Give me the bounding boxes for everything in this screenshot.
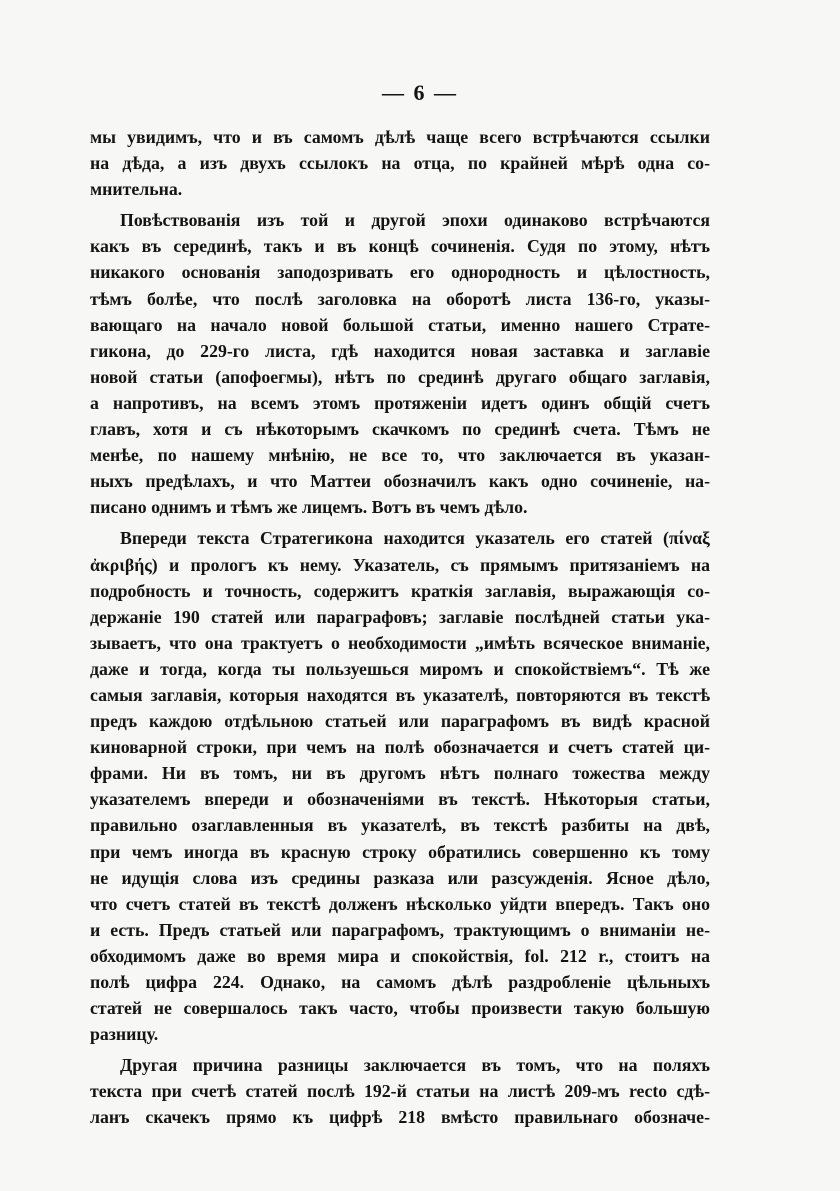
text-line: зываетъ, что она трактуетъ о необходимости „имѣть всяческое вниманіе,	[90, 632, 710, 653]
text-line: Впереди текста Стратегикона находится указатель его статей (πίναξ	[120, 528, 710, 549]
text-line: писано однимъ и тѣмъ же лицемъ. Вотъ въ чемъ дѣло.	[90, 497, 528, 518]
text-line: обходимомъ даже во время мира и спокойствія, fol. 212 r., стоитъ на	[90, 945, 710, 966]
paragraph	[90, 124, 710, 202]
text-line: Другая причина разницы заключается въ томъ, что на поляхъ	[120, 1055, 710, 1076]
text-line: предъ каждою отдѣльною статьей или параграфомъ въ видѣ красной	[90, 711, 710, 732]
text-line: указателемъ впереди и обозначеніями въ текстѣ. Нѣкоторыя статьи,	[90, 789, 710, 810]
text-line: тѣмъ болѣе, что послѣ заголовка на оборотѣ листа 136-го, указы-	[90, 288, 710, 309]
text-line: самыя заглавія, которыя находятся въ указателѣ, повторяются въ текстѣ	[90, 684, 710, 705]
text-line: киноварной строки, при чемъ на полѣ обозначается и счетъ статей ци-	[90, 737, 710, 758]
paragraph	[90, 207, 710, 520]
text-line: держаніе 190 статей или параграфовъ; заглавіе послѣдней статьи ука-	[90, 606, 710, 627]
text-line: текста при счетѣ статей послѣ 192-й статьи на листѣ 209-мъ recto сдѣ-	[90, 1081, 710, 1102]
text-line: мнительна.	[90, 179, 183, 200]
text-line: и есть. Предъ статьей или параграфомъ, трактующимъ о вниманіи не-	[90, 919, 710, 940]
text-line: даже и тогда, когда ты пользуешься миромъ и спокойствіемъ“. Тѣ же	[90, 658, 710, 679]
text-line: при чемъ иногда въ красную строку обратились совершенно къ тому	[90, 841, 710, 862]
page-number: — 6 —	[382, 80, 458, 105]
text-line: подробность и точность, содержитъ краткія заглавія, выражающія со-	[90, 580, 710, 601]
text-line: фрами. Ни въ томъ, ни въ другомъ нѣтъ полнаго тожества между	[90, 763, 710, 784]
text-line: статей не совершалось такъ часто, чтобы произвести такую большую	[90, 998, 710, 1019]
body-text	[90, 124, 710, 1131]
text-line: главъ, хотя и съ нѣкоторымъ скачкомъ по срединѣ счета. Тѣмъ не	[90, 419, 710, 440]
text-line: Повѣствованія изъ той и другой эпохи одинаково встрѣчаются	[120, 210, 710, 231]
text-line: никакого основанія заподозривать его однородность и цѣлостность,	[90, 262, 710, 283]
text-line: ныхъ предѣлахъ, и что Маттеи обозначилъ какъ одно сочиненіе, на-	[90, 471, 710, 492]
text-line: не идущія слова изъ средины разказа или разсужденія. Ясное дѣло,	[90, 867, 710, 888]
text-line: какъ въ серединѣ, такъ и въ концѣ сочиненія. Судя по этому, нѣтъ	[90, 236, 710, 257]
text-line: вающаго на начало новой большой статьи, именно нашего Страте-	[90, 314, 710, 335]
text-line: менѣе, по нашему мнѣнію, не все то, что заключается въ указан-	[90, 445, 710, 466]
paragraph	[90, 1052, 710, 1130]
text-line: мы увидимъ, что и въ самомъ дѣлѣ чаще всего встрѣчаются ссылки	[90, 127, 710, 147]
text-line: разницу.	[90, 1024, 159, 1045]
text-line: новой статьи (апофоегмы), нѣтъ по срединѣ другаго общаго заглавія,	[90, 366, 710, 387]
paragraph	[90, 525, 710, 1047]
text-line: на дѣда, а изъ двухъ ссылокъ на отца, по крайней мѣрѣ одна со-	[90, 153, 710, 174]
text-line: а напротивъ, на всемъ этомъ протяженіи идетъ одинъ общій счетъ	[90, 392, 710, 413]
text-line: полѣ цифра 224. Однако, на самомъ дѣлѣ раздробленіе цѣльныхъ	[90, 972, 710, 992]
text-line: правильно озаглавленныя въ указателѣ, въ текстѣ разбиты на двѣ,	[90, 815, 710, 836]
text-line: что счетъ статей въ текстѣ долженъ нѣсколько уйдти впередъ. Такъ оно	[90, 893, 710, 914]
text-line: ланъ скачекъ прямо къ цифрѣ 218 вмѣсто правильнаго обозначе-	[90, 1107, 710, 1128]
text-line: ἀκριβής) и прологъ къ нему. Указатель, съ прямымъ притязаніемъ на	[90, 554, 710, 575]
text-line: гикона, до 229-го листа, гдѣ находится новая заставка и заглавіе	[90, 340, 710, 361]
